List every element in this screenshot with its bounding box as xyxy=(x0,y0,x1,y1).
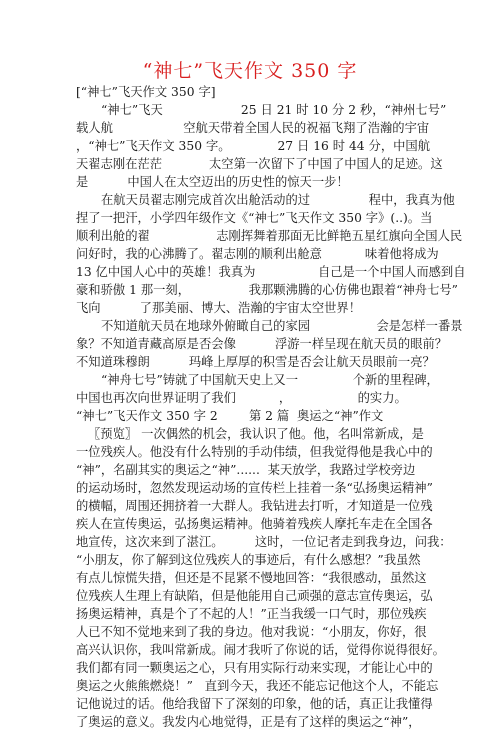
text-line: 了奥运的意义。我发内心地觉得，正是有了这样的奥运之“神”， xyxy=(76,715,421,729)
text-line: “小朋友，你了解到这位残疾人的事迹后，有什么感想？”我虽然 xyxy=(76,553,421,567)
text-line: 问好时，我的心沸腾了。翟志刚的顺利出舱意 味着他将成为 xyxy=(76,247,439,261)
text-line: 象？不知道青藏高原是否会像 浮游一样呈现在航天员的眼前？ xyxy=(76,337,448,351)
text-line: 的运动场时，忽然发现运动场的宣传栏上挂着一条“弘扬奥运精神” xyxy=(76,481,433,495)
text-line: “神”，名副其实的奥运之“神”...... 某天放学，我路过学校旁边 xyxy=(76,463,416,477)
text-line: 豪和骄傲 1 那一刻， 我那颗沸腾的心仿佛也跟着“神舟七号” xyxy=(76,283,458,297)
text-line: [“神七”飞天作文 350 字] xyxy=(76,85,216,99)
text-line: 〖预览〗 一次偶然的机会，我认识了他。他，名叫常新成，是 xyxy=(88,427,424,441)
text-line: “神舟七号”铸就了中国航天史上又一 个新的里程碑， xyxy=(101,373,439,387)
text-line: 记他说过的话。他给我留下了深刻的印象，他的话，真正让我懂得 xyxy=(76,697,433,711)
text-line: 飞向 了那美丽、博大、浩瀚的宇宙太空世界！ xyxy=(76,301,362,315)
text-line: “神七”飞天作文 350 字 2 第 2 篇 奥运之“神”作文 xyxy=(76,409,384,423)
text-line: 是 中国人在太空迈出的历史性的惊天一步！ xyxy=(76,175,349,189)
text-line: 顺利出舱的翟 志刚挥舞着那面无比鲜艳五星红旗向全国人民 xyxy=(76,229,463,243)
text-line: 捏了一把汗，小学四年级作文《“神七”飞天作文 350 字》(..)。当 xyxy=(76,211,433,225)
text-line: 不知道珠穆朗 玛峰上厚厚的积雪是否会让航天员眼前一亮？ xyxy=(76,355,435,369)
text-line: 位残疾人生理上有缺陷，但是他能用自己顽强的意志宣传奥运，弘 xyxy=(76,589,433,603)
text-line: 一位残疾人。他没有什么特别的手动伟绩，但我觉得他是我心中的 xyxy=(76,445,433,459)
document-title: “神七”飞天作文 350 字 xyxy=(142,60,358,82)
text-line: 有点儿惊慌失措，但还是不昆紧不慢地回答：“我很感动，虽然这 xyxy=(76,571,427,585)
text-line: 的横幅，周围还拥挤着一大群人。我钻进去打听，才知道是一位残 xyxy=(76,499,433,513)
text-line: 载人航 空航天带着全国人民的祝福飞翔了浩瀚的宇宙 xyxy=(76,121,430,135)
text-line: 在航天员翟志刚完成首次出舱活动的过 程中，我真为他 xyxy=(101,193,455,207)
text-line: 中国也再次向世界证明了我们 ， 的实力。 xyxy=(76,391,407,405)
text-line: ，“神七”飞天作文 350 字。 27 日 16 时 44 分，中国航 xyxy=(76,139,431,153)
text-line: 天翟志刚在茫茫 太空第一次留下了中国了中国人的足迹。这 xyxy=(76,157,443,171)
text-line: 疾人在宣传奥运，弘扬奥运精神。他骑着残疾人摩托车走在全国各 xyxy=(76,517,433,531)
text-line: 扬奥运精神，真是个了不起的人！”正当我缓一口气时，那位残疾 xyxy=(76,607,427,621)
text-line: 奥运之火熊熊燃烧！” 直到今天，我还不能忘记他这个人，不能忘 xyxy=(76,679,439,693)
text-line: 我们都有同一颗奥运之心，只有用实际行动来实现，才能让心中的 xyxy=(76,661,433,675)
text-line: 13 亿中国人心中的英雄！我真为 自己是一个中国人而感到自 xyxy=(76,265,466,279)
text-line: 高兴认识你，我叫常新成。闹才我听了你说的话，觉得你说得很好。 xyxy=(76,643,445,657)
text-line: 地宣传，这次来到了湛江。 这时，一位记者走到我身边，问我： xyxy=(76,535,452,549)
text-line: 不知道航天员在地球外俯瞰自己的家园 会是怎样一番景 xyxy=(101,319,463,333)
text-line: 人已不知不觉地来到了我的身边。他对我说：“小朋友，你好，很 xyxy=(76,625,427,639)
text-line: “神七”飞天 25 日 21 时 10 分 2 秒，“神州七号” xyxy=(101,103,447,117)
